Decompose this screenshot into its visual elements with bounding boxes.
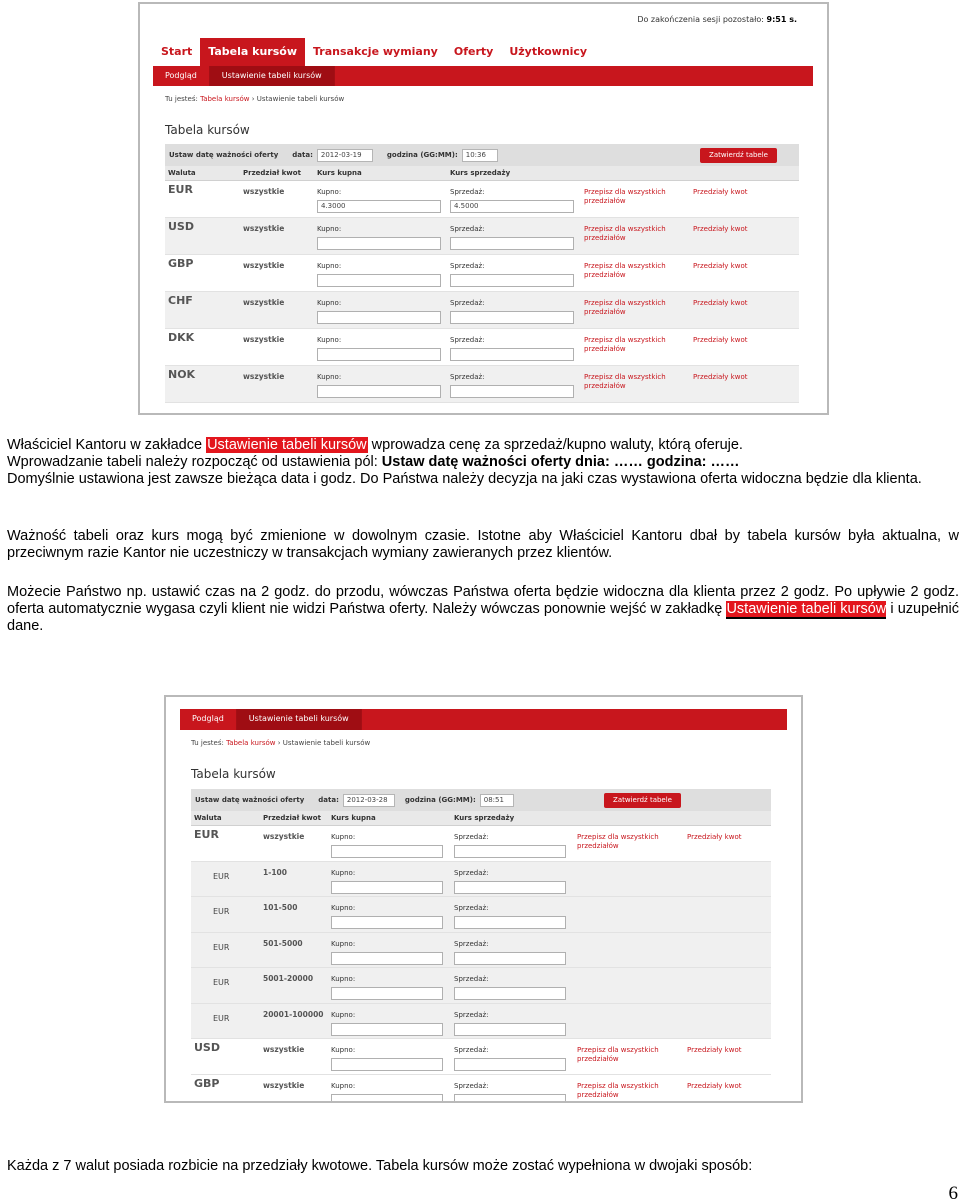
amount-range: wszystkie — [263, 832, 305, 841]
sell-rate-input[interactable] — [450, 348, 574, 361]
currency-code: EUR — [168, 183, 193, 196]
sell-rate-input[interactable] — [454, 916, 566, 929]
sell-label: Sprzedaż: — [450, 188, 485, 196]
table-row — [165, 366, 799, 403]
screenshot-exchange-table-1 — [138, 2, 829, 415]
currency-code: EUR — [194, 828, 219, 841]
save-table-button[interactable]: Zatwierdź tabele — [700, 148, 777, 163]
currency-code: EUR — [213, 942, 230, 952]
amount-range: wszystkie — [243, 261, 285, 270]
amount-range: 101-500 — [263, 903, 298, 912]
currency-code: EUR — [213, 978, 230, 987]
copy-to-all-ranges-link[interactable] — [584, 299, 666, 317]
amount-range: wszystkie — [263, 1080, 305, 1090]
copy-to-all-ranges-link[interactable] — [584, 262, 666, 280]
date-input[interactable]: 2012-03-28 — [343, 794, 395, 807]
paragraph-intro: Właściciel Kantoru w zakładce Ustawienie tabeli kursów wprowadza cenę za sprzedaż/kupno waluty, którą oferuje. Wprowadzanie tabeli należy rozpocząć od ustawienia pól: Ustaw datę ważności oferty dnia: …… godzina: …… Domyślnie ustawiona jest zawsze bieżąca data i godz. Do Państwa należy decyzja na jaki czas wystawiona oferta widoczna będzie dla klienta. — [7, 437, 922, 487]
sell-rate-input[interactable] — [450, 385, 574, 398]
copy-link-line-1: Przepisz dla wszystkich — [584, 299, 666, 307]
table-row — [165, 218, 799, 255]
time-input[interactable]: 08:51 — [480, 794, 514, 807]
main-nav — [153, 38, 595, 66]
rates-table — [191, 789, 771, 1099]
sell-label: Sprzedaż: — [454, 1081, 489, 1090]
page-number: 6 — [948, 1183, 958, 1202]
buy-label: Kupno: — [331, 1010, 356, 1019]
buy-label: Kupno: — [317, 225, 342, 233]
currency-code: EUR — [213, 871, 230, 881]
date-input[interactable]: 2012-03-19 — [317, 149, 373, 162]
paragraph-example: Możecie Państwo np. ustawić czas na 2 godz. do przodu, wówczas Państwa oferta będzie widoczna dla klienta przez 2 godz. Po upływie 2 godz. oferta automatycznie wygasa czyli klient nie widzi Państwa oferty. Należy wówczas ponownie wejść w zakładkę Ustawienie tabeli kursów i uzupełnić dane. — [7, 584, 959, 634]
highlight-tab-name: Ustawienie tabeli kursów — [726, 601, 887, 617]
buy-label: Kupno: — [317, 262, 342, 270]
amount-ranges-link[interactable]: Przedziały kwot — [693, 373, 748, 381]
copy-link-line-1: Przepisz dla wszystkich — [577, 1081, 659, 1090]
table-row — [191, 897, 771, 933]
paragraph-validity: Ważność tabeli oraz kurs mogą być zmienione w dowolnym czasie. Istotne aby Właściciel Kantoru dbał by tabela kursów była aktualna, w przeciwnym razie Kantor nie uczestniczy w transakcjach wymiany zawieranych przez klientów. — [7, 528, 959, 561]
amount-ranges-link[interactable]: Przedziały kwot — [693, 225, 748, 233]
currency-code: USD — [168, 220, 194, 233]
amount-ranges-link[interactable]: Przedziały kwot — [687, 833, 742, 841]
nav-exchange-table[interactable]: Tabela kursów — [200, 38, 305, 66]
buy-label: Kupno: — [331, 904, 356, 912]
amount-range: wszystkie — [263, 1045, 305, 1054]
currency-code: DKK — [168, 331, 195, 344]
sell-label: Sprzedaż: — [454, 833, 489, 841]
buy-label: Kupno: — [331, 868, 356, 877]
sell-label: Sprzedaż: — [454, 1010, 489, 1019]
amount-range: 501-5000 — [263, 938, 303, 948]
time-input[interactable]: 10:36 — [462, 149, 498, 162]
sell-label: Sprzedaż: — [450, 262, 485, 270]
breadcrumb: Tu jesteś: Tabela kursów › Ustawienie tabeli kursów — [165, 95, 345, 103]
sub-nav — [180, 709, 787, 730]
amount-range: 5001-20000 — [263, 974, 314, 983]
subnav-set-table[interactable]: Ustawienie tabeli kursów — [237, 709, 362, 730]
currency-code: EUR — [213, 907, 230, 916]
copy-link-line-1: Przepisz dla wszystkich — [584, 336, 666, 344]
copy-to-all-ranges-link[interactable] — [584, 336, 666, 354]
copy-to-all-ranges-link[interactable] — [584, 373, 666, 391]
copy-to-all-ranges-link[interactable] — [577, 833, 659, 851]
table-header: Waluta Przedział kwot Kurs kupna Kurs sprzedaży — [191, 811, 771, 826]
breadcrumb-link[interactable]: Tabela kursów — [200, 95, 250, 103]
amount-ranges-link[interactable]: Przedziały kwot — [693, 336, 748, 344]
save-table-button[interactable]: Zatwierdź tabele — [604, 793, 681, 808]
buy-label: Kupno: — [331, 1046, 356, 1054]
table-row — [165, 292, 799, 329]
buy-rate-input[interactable] — [317, 237, 441, 250]
buy-rate-input[interactable] — [331, 881, 443, 894]
page-title: Tabela kursów — [165, 123, 250, 137]
table-row — [165, 255, 799, 292]
sell-rate-input[interactable] — [454, 881, 566, 894]
breadcrumb-link[interactable]: Tabela kursów — [226, 739, 276, 747]
subnav-preview[interactable]: Podgląd — [180, 709, 237, 730]
copy-link-line-1: Przepisz dla wszystkich — [577, 833, 659, 841]
buy-rate-input[interactable] — [317, 348, 441, 361]
copy-to-all-ranges-link[interactable] — [577, 1046, 659, 1064]
amount-ranges-link[interactable]: Przedziały kwot — [693, 299, 748, 307]
sell-rate-input[interactable] — [454, 1058, 566, 1071]
page-title: Tabela kursów — [191, 767, 276, 781]
copy-link-line-2: przedziałów — [577, 1055, 619, 1063]
buy-rate-input[interactable] — [331, 1023, 443, 1036]
copy-link-line-1: Przepisz dla wszystkich — [584, 225, 666, 233]
sell-rate-input[interactable] — [454, 1094, 566, 1104]
paragraph-ranges: Każda z 7 walut posiada rozbicie na przedziały kwotowe. Tabela kursów może zostać wypełniona w dwojaki sposób: — [7, 1158, 753, 1174]
amount-ranges-link[interactable]: Przedziały kwot — [687, 1081, 742, 1090]
table-row — [191, 1075, 771, 1104]
sell-label: Sprzedaż: — [450, 336, 485, 344]
sell-rate-input[interactable] — [454, 987, 566, 1000]
buy-label: Kupno: — [317, 336, 342, 344]
nav-start[interactable]: Start — [161, 45, 193, 58]
amount-ranges-link[interactable]: Przedziały kwot — [693, 262, 748, 270]
copy-link-line-1: Przepisz dla wszystkich — [584, 262, 666, 270]
currency-code: GBP — [168, 257, 194, 270]
buy-label: Kupno: — [331, 939, 356, 948]
buy-rate-input[interactable] — [331, 987, 443, 1000]
copy-link-line-2: przedziałów — [584, 197, 626, 205]
buy-rate-input[interactable] — [331, 1094, 443, 1104]
session-timer: Do zakończenia sesji pozostało: 9:51 s. — [637, 15, 797, 24]
nav-transactions[interactable]: Transakcje wymiany — [313, 45, 438, 58]
copy-link-line-2: przedziałów — [577, 842, 619, 850]
amount-range: 20001-100000 — [263, 1009, 324, 1019]
buy-label: Kupno: — [331, 975, 356, 983]
amount-ranges-link[interactable]: Przedziały kwot — [693, 188, 748, 196]
copy-link-line-2: przedziałów — [577, 1090, 619, 1099]
buy-label: Kupno: — [317, 299, 342, 307]
validity-row: Ustaw datę ważności oferty data: 2012-03-28 godzina (GG:MM): 08:51 Zatwierdź tabele — [191, 789, 771, 811]
sell-rate-input[interactable] — [454, 952, 566, 965]
sell-rate-input[interactable] — [454, 845, 566, 858]
copy-link-line-1: Przepisz dla wszystkich — [584, 188, 666, 196]
buy-rate-input[interactable] — [331, 845, 443, 858]
rates-table — [165, 144, 799, 410]
buy-rate-input[interactable] — [331, 1058, 443, 1071]
currency-code: CHF — [168, 294, 193, 307]
table-row — [191, 862, 771, 898]
validity-row: Ustaw datę ważności oferty data: 2012-03-19 godzina (GG:MM): 10:36 Zatwierdź tabele — [165, 144, 799, 166]
table-row — [165, 181, 799, 218]
sell-rate-input[interactable] — [450, 274, 574, 287]
buy-rate-input[interactable] — [331, 916, 443, 929]
sell-rate-input[interactable] — [450, 311, 574, 324]
amount-ranges-link[interactable]: Przedziały kwot — [687, 1046, 742, 1054]
buy-label: Kupno: — [331, 833, 356, 841]
copy-link-line-2: przedziałów — [584, 345, 626, 353]
copy-link-line-2: przedziałów — [584, 271, 626, 279]
sub-nav — [153, 66, 813, 86]
amount-range: wszystkie — [243, 298, 285, 307]
buy-label: Kupno: — [317, 188, 342, 196]
sell-label: Sprzedaż: — [450, 299, 485, 307]
copy-to-all-ranges-link[interactable] — [577, 1082, 659, 1100]
nav-users[interactable]: Użytkownicy — [509, 45, 588, 58]
sell-rate-input[interactable] — [454, 1023, 566, 1036]
subnav-preview[interactable]: Podgląd — [153, 66, 210, 86]
sell-label: Sprzedaż: — [454, 975, 489, 983]
screenshot-exchange-table-2 — [164, 695, 803, 1103]
copy-to-all-ranges-link[interactable] — [584, 225, 666, 243]
highlight-tab-name: Ustawienie tabeli kursów — [207, 437, 367, 453]
buy-rate-input[interactable] — [317, 385, 441, 398]
subnav-set-table[interactable]: Ustawienie tabeli kursów — [210, 66, 335, 86]
sell-label: Sprzedaż: — [454, 1046, 489, 1054]
amount-range: wszystkie — [243, 372, 285, 381]
buy-rate-input[interactable] — [331, 952, 443, 965]
sell-rate-input[interactable] — [450, 237, 574, 250]
sell-label: Sprzedaż: — [450, 373, 485, 381]
copy-link-line-2: przedziałów — [584, 308, 626, 316]
amount-range: wszystkie — [243, 335, 285, 344]
buy-rate-input[interactable] — [317, 311, 441, 324]
sell-label: Sprzedaż: — [454, 868, 489, 877]
buy-rate-input[interactable]: 4.3000 — [317, 200, 441, 213]
table-row — [191, 933, 771, 969]
sell-rate-input[interactable]: 4.5000 — [450, 200, 574, 213]
table-row — [191, 968, 771, 1004]
copy-to-all-ranges-link[interactable] — [584, 188, 666, 206]
amount-range: 1-100 — [263, 867, 287, 877]
copy-link-line-2: przedziałów — [584, 234, 626, 242]
currency-code: NOK — [168, 368, 196, 381]
amount-range: wszystkie — [243, 224, 285, 233]
table-row — [165, 329, 799, 366]
copy-link-line-1: Przepisz dla wszystkich — [584, 373, 666, 381]
buy-label: Kupno: — [317, 373, 342, 381]
amount-range: wszystkie — [243, 187, 285, 196]
table-row — [191, 1039, 771, 1075]
copy-link-line-2: przedziałów — [584, 382, 626, 390]
currency-code: USD — [194, 1041, 220, 1054]
buy-rate-input[interactable] — [317, 274, 441, 287]
sell-label: Sprzedaż: — [450, 225, 485, 233]
table-row — [191, 1004, 771, 1040]
table-row — [191, 826, 771, 862]
sell-label: Sprzedaż: — [454, 904, 489, 912]
currency-code: GBP — [194, 1076, 220, 1090]
copy-link-line-1: Przepisz dla wszystkich — [577, 1046, 659, 1054]
buy-label: Kupno: — [331, 1081, 356, 1090]
breadcrumb: Tu jesteś: Tabela kursów › Ustawienie tabeli kursów — [191, 739, 371, 747]
nav-offers[interactable]: Oferty — [453, 45, 494, 58]
table-header: Waluta Przedział kwot Kurs kupna Kurs sprzedaży — [165, 166, 799, 181]
currency-code: EUR — [213, 1013, 230, 1023]
sell-label: Sprzedaż: — [454, 939, 489, 948]
